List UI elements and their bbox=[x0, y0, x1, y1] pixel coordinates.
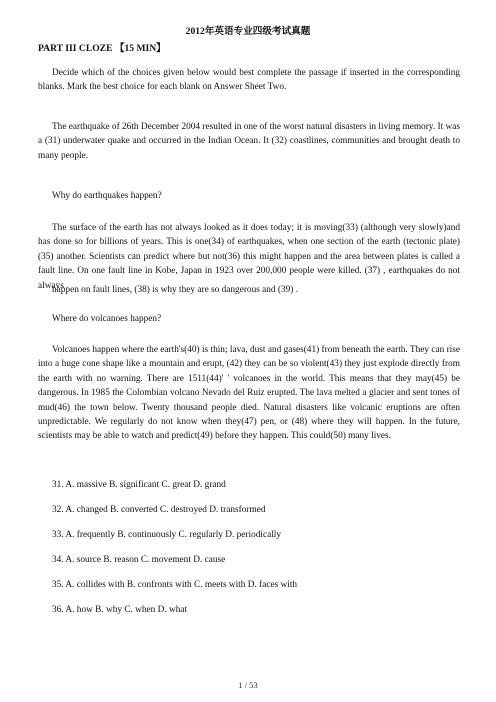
paragraph-2-continued bbox=[38, 283, 460, 297]
option-line: 31. A. massive B. significant C. great D. grand bbox=[52, 480, 226, 490]
instructions-block bbox=[38, 66, 460, 95]
document-title: 2012年英语专业四级考试真题 bbox=[185, 26, 311, 37]
question-heading-2-text: Where do volcanoes happen? bbox=[52, 314, 162, 324]
question-heading-1-text: Why do earthquakes happen? bbox=[52, 191, 162, 201]
option-line: 34. A. source B. reason C. movement D. cause bbox=[52, 555, 226, 565]
paragraph-2-text: The surface of the earth has not always looked as it does today; it is moving(33) (although very slowly)and has done so for billions of years. This is one(34) of earthquakes, when one section of the earth (tectonic plate)(35) another. Scientists can predict where but not(36) this might happen and the area between plates is called a fault line. On one fault line in Kobe, Japan in 1923 over 200,000 people were killed. (37) , earthquakes do not always bbox=[38, 223, 460, 291]
question-heading-1 bbox=[38, 189, 460, 203]
option-line: 36. A. how B. why C. when D. what bbox=[52, 605, 188, 615]
option-line: 32. A. changed B. converted C. destroyed D. transformed bbox=[52, 505, 266, 515]
paragraph-1-text: The earthquake of 26th December 2004 resulted in one of the worst natural disasters in living memory. It was a (31) underwater quake and occurred in the Indian Ocean. It (32) coastlines, communities and brought death to many people. bbox=[38, 122, 460, 161]
option-line: 35. A. collides with B. confronts with C. meets with D. faces with bbox=[52, 580, 298, 590]
question-heading-2 bbox=[38, 312, 460, 326]
part-heading: PART III CLOZE 【15 MIN】 bbox=[38, 43, 166, 54]
paragraph-3 bbox=[38, 343, 460, 444]
paragraph-2-continued-text: happen on fault lines, (38) is why they are so dangerous and (39) . bbox=[52, 285, 299, 295]
paragraph-1 bbox=[38, 120, 460, 163]
paragraph-3-text: Volcanoes happen where the earth's(40) is thin; lava, dust and gases(41) from beneath the earth. They can rise into a huge cone shape like a mountain and erupt, (42) they can be so violent(43) they just explode directly from the earth with no warning. There are 1511(44)' ' volcanoes in the world. This means that they may(45) be dangerous. In 1985 the Colombian volcano Nevado del Ruiz erupted. The lava melted a glacier and sent tones of mud(46) the town below. Twenty thousand people died. Natural disasters like volcanic eruptions are often unpredictable. We regularly do not know when they(47) pen, or (48) where they will happen. In the future, scientists may be able to watch and predict(49) before they happen. This could(50) many lives. bbox=[38, 345, 460, 442]
page-number: 1 / 53 bbox=[238, 680, 258, 690]
option-line: 33. A. frequently B. continuously C. regularly D. periodically bbox=[52, 530, 282, 540]
instructions-text: Decide which of the choices given below would best complete the passage if inserted in the corresponding blanks. Mark the best choice for each blank on Answer Sheet Two. bbox=[38, 68, 460, 93]
